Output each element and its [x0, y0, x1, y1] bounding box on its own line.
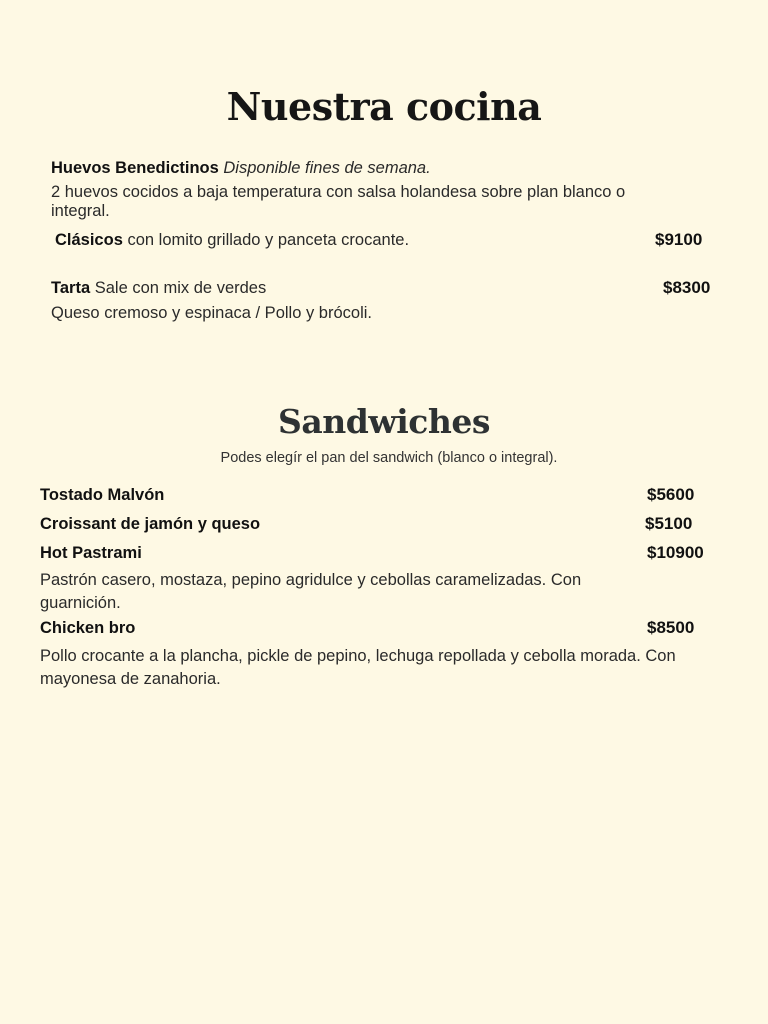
- menu-item-hot-pastrami: Hot Pastrami: [40, 544, 142, 562]
- item-availability: Disponible fines de semana.: [223, 159, 431, 177]
- menu-item-croissant: Croissant de jamón y queso: [40, 515, 261, 533]
- item-price: $9100: [655, 230, 703, 249]
- item-description: Queso cremoso y espinaca / Pollo y brócoli.: [51, 304, 372, 322]
- item-price: $8300: [663, 278, 711, 297]
- menu-item-tarta: [51, 278, 266, 298]
- item-name: Huevos Benedictinos: [51, 159, 219, 177]
- item-subtitle: Sale con mix de verdes: [94, 279, 267, 297]
- menu-item-huevos-benedictinos: [51, 158, 431, 178]
- item-description: Pastrón casero, mostaza, pepino agridulce y cebollas caramelizadas. Con guarnición.: [40, 571, 582, 612]
- menu-variant-clasicos: [55, 230, 409, 250]
- item-description: 2 huevos cocidos a baja temperatura con salsa holandesa sobre plan blanco o integral.: [51, 183, 626, 220]
- item-price: $8500: [647, 618, 695, 637]
- item-price: $10900: [647, 543, 704, 562]
- menu-item-chicken-bro: Chicken bro: [40, 619, 136, 637]
- variant-text: con lomito grillado y panceta crocante.: [127, 231, 410, 249]
- item-price: $5100: [645, 514, 693, 533]
- item-name: Tarta: [51, 279, 91, 297]
- item-description: Pollo crocante a la plancha, pickle de pepino, lechuga repollada y cebolla morada. Con mayonesa de zanahoria.: [40, 647, 676, 688]
- menu-item-tostado-malvon: Tostado Malvón: [40, 486, 165, 504]
- section-note: Podes elegír el pan del sandwich (blanco o integral).: [220, 450, 558, 466]
- section-title-sandwiches: Sandwiches: [278, 402, 490, 441]
- item-price: $5600: [647, 485, 695, 504]
- section-title-cocina: Nuestra cocina: [226, 84, 542, 129]
- variant-name: Clásicos: [55, 231, 123, 249]
